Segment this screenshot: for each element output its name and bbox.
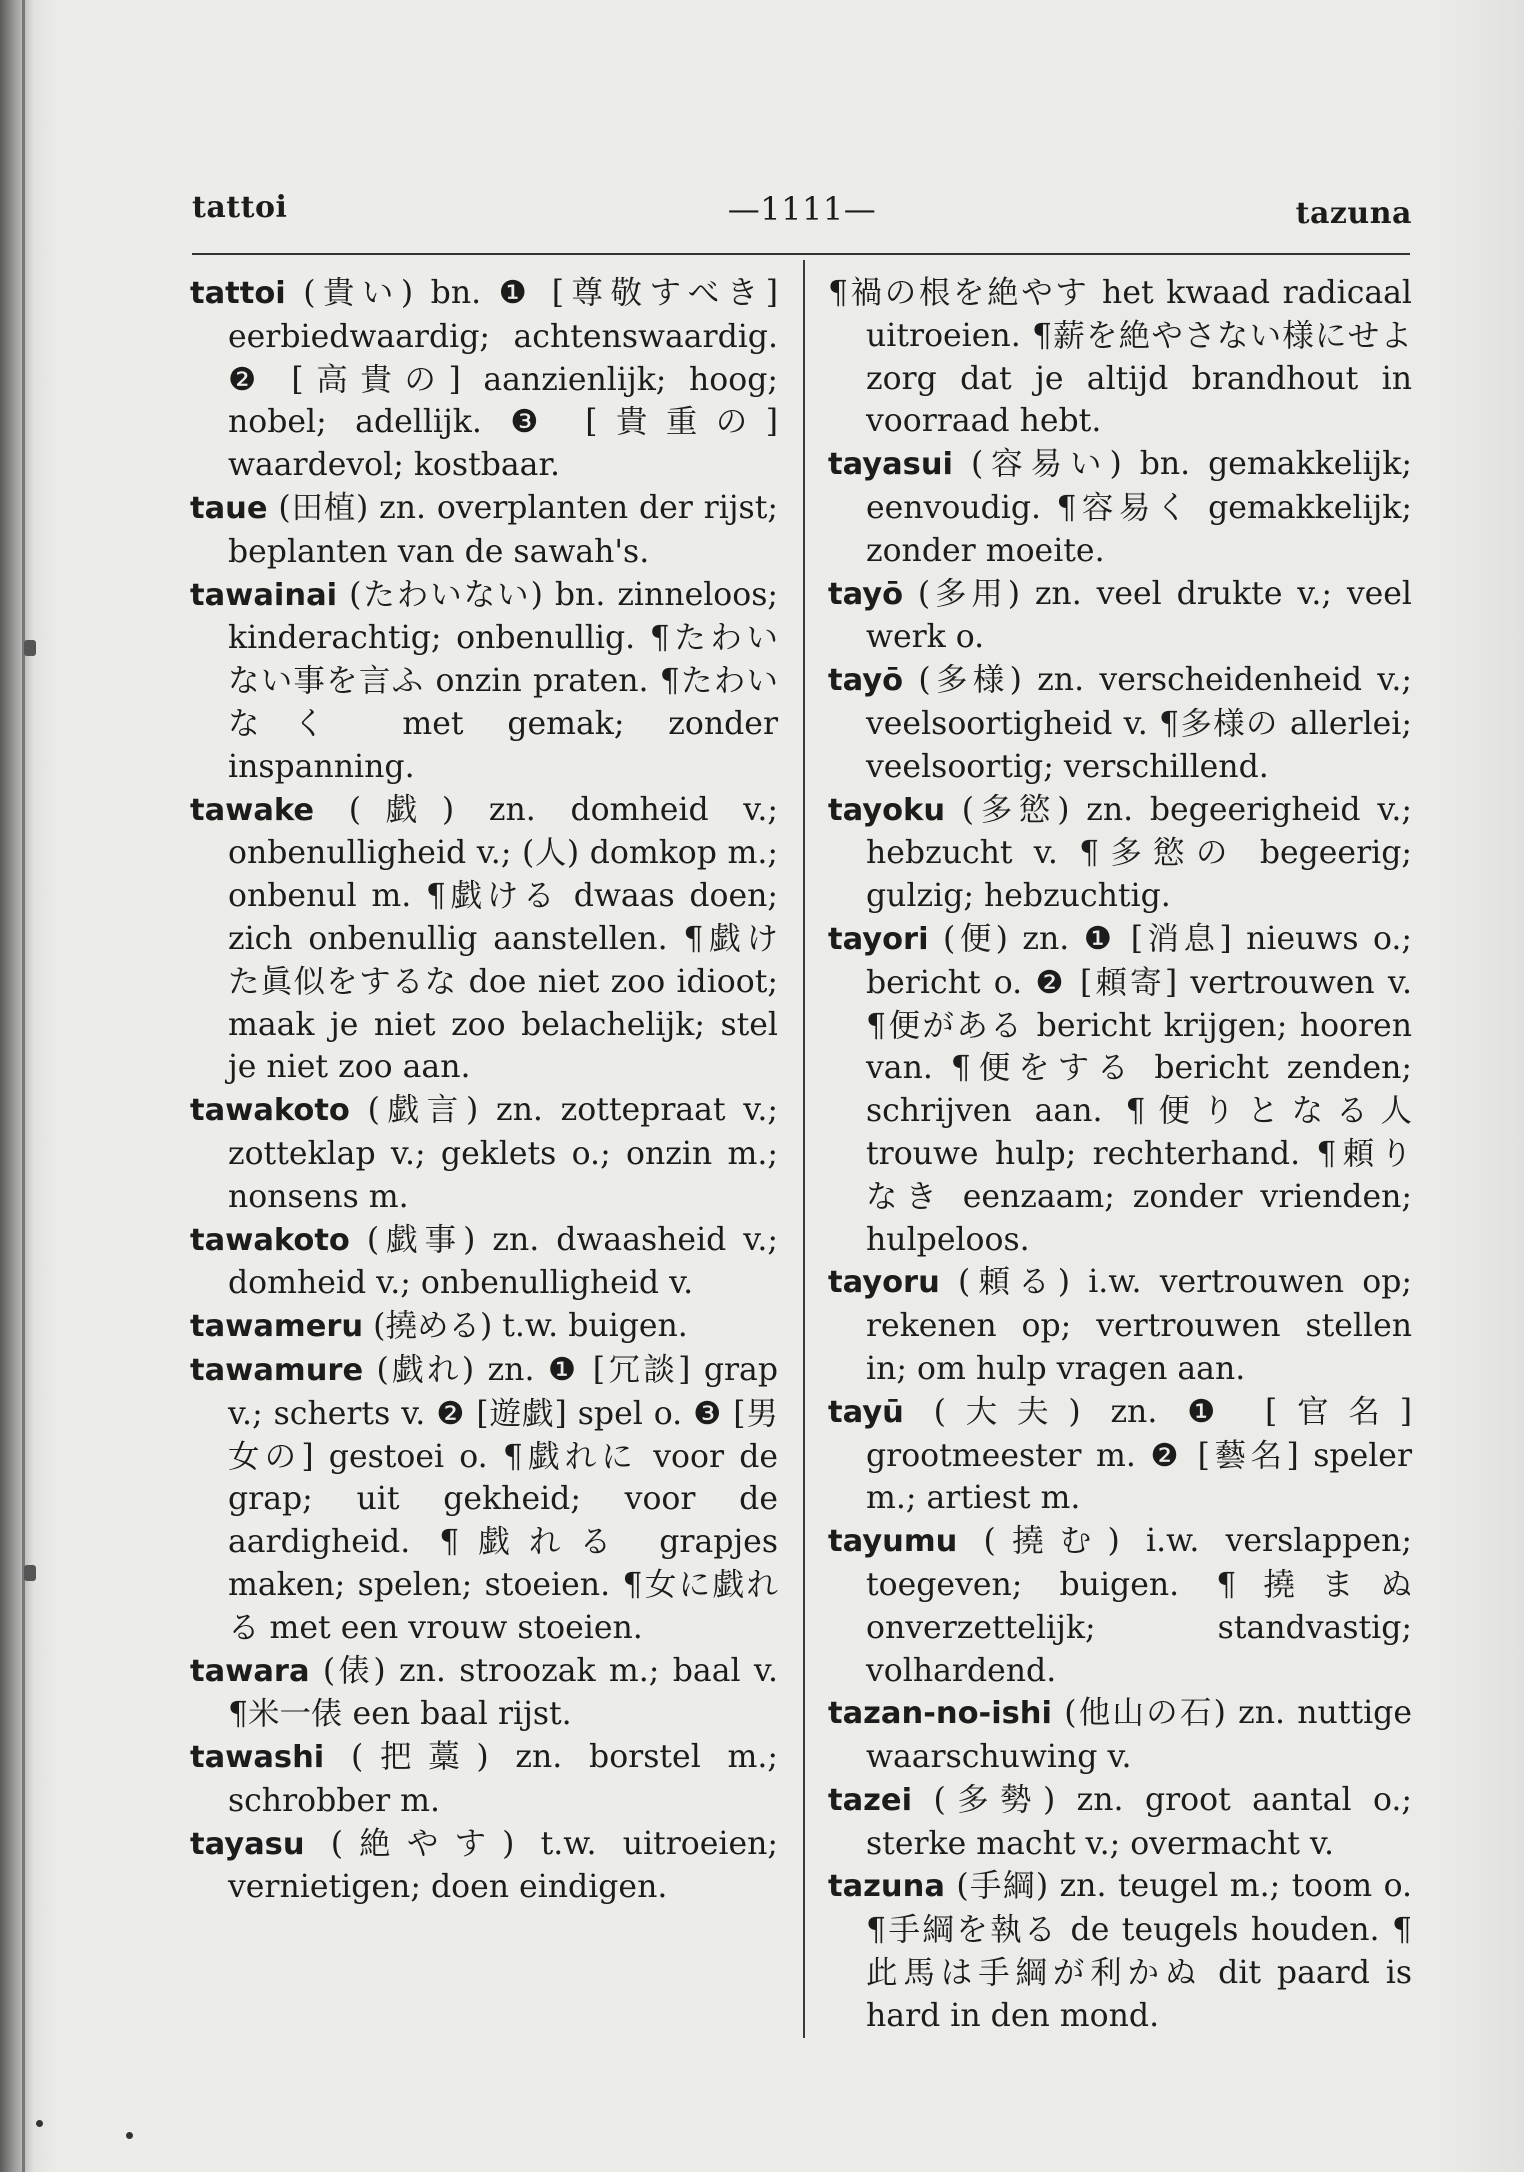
left-column <box>190 272 778 1909</box>
entry-kanji: (多慾) <box>945 791 1087 828</box>
right-guide-word: tazuna <box>1295 196 1412 231</box>
dictionary-entry <box>828 573 1412 660</box>
entry-headword: tawashi <box>190 1740 325 1776</box>
entry-definition: t.w. buigen. <box>502 1308 688 1345</box>
entry-headword: tayoku <box>828 792 946 828</box>
entry-headword: tazuna <box>828 1869 945 1905</box>
dictionary-entry <box>828 918 1412 1261</box>
entry-headword: tattoi <box>190 276 286 311</box>
entry-headword: tazan-no-ishi <box>828 1696 1052 1732</box>
entry-definition: zn. stroozak m.; baal v. ¶米一俵 een baal rijst. <box>228 1652 778 1733</box>
entry-definition: ¶禍の根を絶やす het kwaad radicaal uitroeien. ¶薪を絶やさない様にせよ zorg dat je altijd brandhout in voorraad hebt. <box>828 275 1412 440</box>
entry-headword: tayō <box>828 576 904 612</box>
entry-definition: zn. groot aantal o.; sterke macht v.; overmacht v. <box>866 1781 1412 1862</box>
entry-headword: tawamure <box>190 1352 364 1388</box>
entry-headword: tawakoto <box>190 1093 350 1129</box>
dictionary-entry <box>190 487 778 574</box>
entry-definition: t.w. uitroeien; vernietigen; doen eindigen. <box>228 1825 778 1906</box>
entry-headword: tayū <box>828 1394 904 1430</box>
entry-definition: zn. verscheidenheid v.; veelsoortigheid v. ¶多様の allerlei; veelsoortig; verschillend. <box>866 662 1412 785</box>
entry-kanji: (絶やす) <box>304 1825 541 1862</box>
entry-kanji: (多用) <box>903 575 1035 612</box>
header-rule <box>192 253 1410 255</box>
dictionary-entry <box>828 1261 1412 1390</box>
dictionary-entry <box>190 1736 778 1823</box>
entry-definition: zn. nuttige waarschuwing v. <box>866 1695 1412 1776</box>
entry-definition: zn. zottepraat v.; zotteklap v.; geklets o.; onzin m.; nonsens m. <box>228 1092 778 1215</box>
entry-definition: bn. gemakkelijk; eenvoudig. ¶容易く gemakkelijk; zonder moeite. <box>866 446 1412 569</box>
dictionary-entry <box>828 1520 1412 1692</box>
binding-edge <box>22 0 25 2172</box>
entry-kanji: (貴い) <box>285 275 431 311</box>
column-divider <box>803 260 805 2038</box>
dictionary-entry <box>828 1692 1412 1779</box>
right-column <box>828 272 1412 2038</box>
dictionary-entry <box>190 1089 778 1218</box>
entry-kanji: (戯れ) <box>363 1351 488 1388</box>
entry-kanji: (撓める) <box>363 1308 503 1345</box>
dictionary-entry <box>828 1865 1412 2037</box>
entry-kanji: (たわいない) <box>337 576 555 613</box>
entry-kanji: (田植) <box>267 489 380 526</box>
entry-kanji: (手綱) <box>944 1868 1060 1905</box>
entry-kanji: (大夫) <box>903 1393 1111 1430</box>
left-guide-word: tattoi <box>192 190 288 225</box>
dictionary-entry <box>190 574 778 789</box>
entry-headword: tazei <box>828 1782 913 1818</box>
entry-headword: tayasu <box>190 1826 305 1862</box>
dictionary-entry <box>190 1349 778 1650</box>
entry-definition: zn. ❶ [官名] grootmeester m. ❷ [藝名] speler m.; artiest m. <box>866 1393 1413 1517</box>
dictionary-entry <box>190 1219 778 1306</box>
entry-definition: zn. begeerigheid v.; hebzucht v. ¶多慾の begeerig; gulzig; hebzuchtig. <box>866 791 1413 915</box>
entry-definition: zn. ❶ [消息] nieuws o.; bericht o. ❷ [頼寄] vertrouwen v. ¶便がある bericht krijgen; hooren van. ¶便をする bericht zenden; schrijven aan. ¶便りとなる人 trouwe hulp; rechterhand. ¶頼りなき eenzaam; zonder vrienden; hulpeloos. <box>866 920 1412 1258</box>
entry-kanji: (便) <box>928 920 1023 957</box>
binding-hole <box>24 640 36 656</box>
dictionary-entry <box>828 1779 1412 1866</box>
entry-headword: tawake <box>190 792 315 828</box>
entry-headword: tawakoto <box>190 1222 350 1258</box>
entry-kanji: (多勢) <box>912 1781 1077 1818</box>
entry-kanji: (頼る) <box>939 1264 1089 1301</box>
entry-headword: tayō <box>828 663 904 699</box>
entry-kanji: (戯言) <box>349 1092 497 1129</box>
entry-headword: tawainai <box>190 577 338 613</box>
dictionary-entry <box>828 1391 1412 1520</box>
dictionary-entry <box>190 1305 778 1349</box>
page-number: —1111— <box>727 190 877 228</box>
entry-headword: tayumu <box>828 1524 958 1560</box>
entry-definition: zn. veel drukte v.; veel werk o. <box>866 575 1412 656</box>
entry-definition: zn. teugel m.; toom o. ¶手綱を執る de teugels houden. ¶此馬は手綱が利かぬ dit paard is hard in den mond. <box>866 1868 1413 2034</box>
entry-definition: zn. borstel m.; schrobber m. <box>228 1739 778 1819</box>
dictionary-entry <box>828 659 1412 788</box>
dictionary-entry <box>190 1650 778 1737</box>
entry-kanji: (撓む) <box>957 1523 1147 1560</box>
entry-headword: tayasui <box>828 447 954 483</box>
dictionary-entry <box>828 272 1412 443</box>
entry-definition: bn. zinneloos; kinderachtig; onbenullig. ¶たわいない事を言ふ onzin praten. ¶たわいなく met gemak; zonder inspanning. <box>228 576 778 785</box>
entry-kanji: (把藁) <box>324 1739 516 1776</box>
entry-kanji: (戯事) <box>349 1221 493 1258</box>
entry-kanji: (容易い) <box>953 446 1140 483</box>
entry-kanji: (戯) <box>314 791 489 828</box>
entry-definition: zn. overplanten der rijst; beplanten van de sawah's. <box>228 489 778 570</box>
entry-kanji: (多様) <box>903 662 1038 699</box>
entry-definition: bn. ❶ [尊敬すべき] eerbiedwaardig; achtenswaardig. ❷ [高貴の] aanzienlijk; hoog; nobel; adellijk. ❸ [貴重の] waardevol; kostbaar. <box>228 275 778 484</box>
entry-definition: zn. ❶ [冗談] grap v.; scherts v. ❷ [遊戯] spel o. ❸ [男女の] gestoei o. ¶戯れに voor de grap; uit gekheid; voor de aardigheid. ¶戯れる grapjes maken; spelen; stoeien. ¶女に戯れる met een vrouw stoeien. <box>228 1351 778 1646</box>
dictionary-entry <box>190 1823 778 1910</box>
dictionary-entry <box>828 789 1412 918</box>
ink-speck <box>126 2132 133 2139</box>
entry-definition: zn. domheid v.; onbenulligheid v.; (人) domkop m.; onbenul m. ¶戯ける dwaas doen; zich onbenullig aanstellen. ¶戯けた眞似をするな doe niet zoo idioot; maak je niet zoo belachelijk; stel je niet zoo aan. <box>228 791 778 1086</box>
entry-headword: tayori <box>828 921 929 957</box>
dictionary-entry <box>190 789 778 1090</box>
binding-hole <box>24 1565 36 1581</box>
entry-kanji: (俵) <box>309 1652 400 1689</box>
running-head <box>192 190 1412 238</box>
dictionary-entry <box>828 443 1412 572</box>
dictionary-entry <box>190 272 778 487</box>
entry-kanji: (他山の石) <box>1051 1695 1239 1732</box>
ink-speck <box>36 2120 43 2127</box>
entry-headword: tayoru <box>828 1265 940 1301</box>
entry-definition: zn. dwaasheid v.; domheid v.; onbenulligheid v. <box>228 1221 778 1302</box>
entry-headword: taue <box>190 490 268 526</box>
entry-headword: tawameru <box>190 1309 364 1345</box>
entry-headword: tawara <box>190 1653 310 1689</box>
entry-definition: i.w. vertrouwen op; rekenen op; vertrouwen stellen in; om hulp vragen aan. <box>866 1264 1412 1387</box>
entry-definition: i.w. verslappen; toegeven; buigen. ¶撓まぬ onverzettelijk; standvastig; volhardend. <box>866 1523 1412 1689</box>
